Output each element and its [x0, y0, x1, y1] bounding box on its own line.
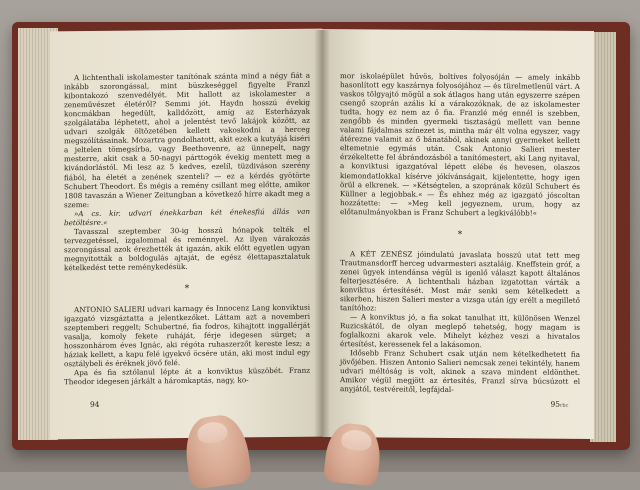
right-page — [322, 29, 594, 439]
paragraph: Apa és fia sztólanul lépte át a konviktus küszöbét. Franz Theodor idegesen járkált a háromkaptás, nagy, ko- — [64, 366, 310, 387]
book-gutter — [314, 30, 330, 438]
left-page-text — [64, 71, 310, 387]
quote-paragraph: »A cs. kir. udvari énekkarban két énekesfiú állás van betöltésre.« — [64, 206, 310, 228]
page-number-left: 94 — [90, 399, 100, 410]
page-number-right: 95 — [550, 399, 560, 409]
paragraph: Idősebb Franz Schubert csak utján nem kételkedhetett fia jövőjében. Hiszen Antonio Salieri nemcsak zenei tekintély, hanem udvari méltóság is volt, akinek a szava mindent eldönthet. Amikor végül megjött az értesítés, Franzl sírva búcsúzott el anyjától, testvéreitől, legfájdal- — [340, 348, 580, 395]
right-page-text — [340, 71, 580, 395]
section-separator: * — [184, 283, 190, 295]
left-page — [50, 29, 322, 440]
corner-mark: rbc — [560, 402, 569, 409]
thumbnail — [196, 420, 228, 444]
paragraph: — A konviktus jó, a fia sokat tanulhat itt, különösen Wenzel Ruzicskától, de olyan meglepő tehetség, hogy magam is foglalkozni akarok vele. Mihelyt kézhez veszi a hivatalos értesítést, keressenek fel a lakásomon. — [340, 312, 580, 350]
paragraph: Tavasszal szeptember 30-ig hosszú hónapok telték el tervezgetéssel, izgalommal és reménnyel. Az ilyen várakozás szorongással azok érezhették át igazán, akik előtt egyetlen ugyan megnyitották a boldogulás ajtaját, de egész élettapasztalatuk kételkedést tette reménykedésük. — [64, 224, 310, 273]
paragraph: ANTONIO SALIERI udvari karnagy és Innocenz Lang konviktusi igazgató vizsgáztatta a jelentkezőket. Láttam azt a novemberi szeptemberi reggelt; Schubertné, fia fodros, kihajtott inggallérját vasalja, komoly fekete ruháját, férje idegesen sürget; a hosszonhárom éves Ignác, aki régóta ruhaszerzőt kereste lesz; a háziak kellett, a kapu felé igyekvő öcsére után, aki most indul egy osztálybeli és éréknek jövő felé. — [64, 302, 310, 369]
paragraph: A lichtenthali iskolamester tanítónak szánta mind a négy fiát a inkább szorongással, mint büszkeséggel figyelte Franzl kibontakozó szenvedélyét. Mit hallott az iskolamester a zeneművészet életéről? Semmi jót. Haydn hosszú évekig koncmákban hegedült, kalldőzött, amíg az Esterházyak szolgálatába léphetett, ahol a jelentést tevő lakájok között, az udvari szolgák öltözetében kellett vakoskodni a herceg megszólításainak. Mozartra gondolhatott, akit ezek a kutyájá kiséri a jeltelen tömegsírba, vagy Beethovenre, az ünnepelt, nagy mesterre, akit csak a 50-nagyi párttogók évekig mentett meg a kivándorlástól. Mi lesz az 5 kedves, ezelíl, tüzdiváson szerény fiából, ha életét a zenének szenteli? — ez a kérdés gyötörte Schubert Theodort. És mégis a remény csillant meg előtte, amikor 1808 tavaszán a Wiener Zeitungban a következő hírre akadt meg a szeme: — [64, 70, 310, 209]
paragraph: A KÉT ZENÉSZ jóindulatú javaslata hosszú utat tett meg Trautmansdorff herceg udvarmesteri asztaláig. Kneffstein gróf, a zenei ügyek intendánsa végül is igenlő választ kapott általános felterjesztésére. A lichtenthali házban izgatottan várták a konviktus értesítését. Most már senki sem kételkedett a sikerben, hiszen Salieri mester a vizsga után így erélt a megillető tanítóhoz: — [340, 248, 580, 313]
section-separator: * — [457, 229, 463, 240]
paragraph: mor iskolaépület hűvös, boltíves folyosóján — amely inkább hasonlított egy kaszárnya folyosójához — és türelmetlenül várt. A vaskos tölgyajtó mögül a sok átlagos hang után egyszerre szépen csengő szoprán azális kí a várakozóknak, de az iskolamester tudta, hogy ez nem az ő fia. Franzlé még ennél is szebben, zengőbb és minden gyermeki tisztaságú mellett van benne valami fájdalmas színezet is, mintha már élt volna egyszer, vagy átérezne valamit az ő bánatából, akinek annyi gyermeket kellett eltemetnie egymás után. Csak Antonio Salieri mester érzékeltette fel ábrándozásból a tanítómestert, aki Lang nyitaval, a konviktusi igazgatóval lépett elébe és hevesen, olaszos kiemondatlokkal kísérve jókívánságait, kijelentette, hogy igen örül a elkrenek. — »Kétségtelen, a szoprának közül Schubert és Küllner a legjobbak.« — És ehhez még az igazgató jóscoltan hozzátette: — »Meg kell jegyeznem, urum, hogy az előtanulmányokban is Franz Schubert a legkiválóbb!« — [340, 71, 580, 218]
thumbnail — [340, 429, 372, 452]
